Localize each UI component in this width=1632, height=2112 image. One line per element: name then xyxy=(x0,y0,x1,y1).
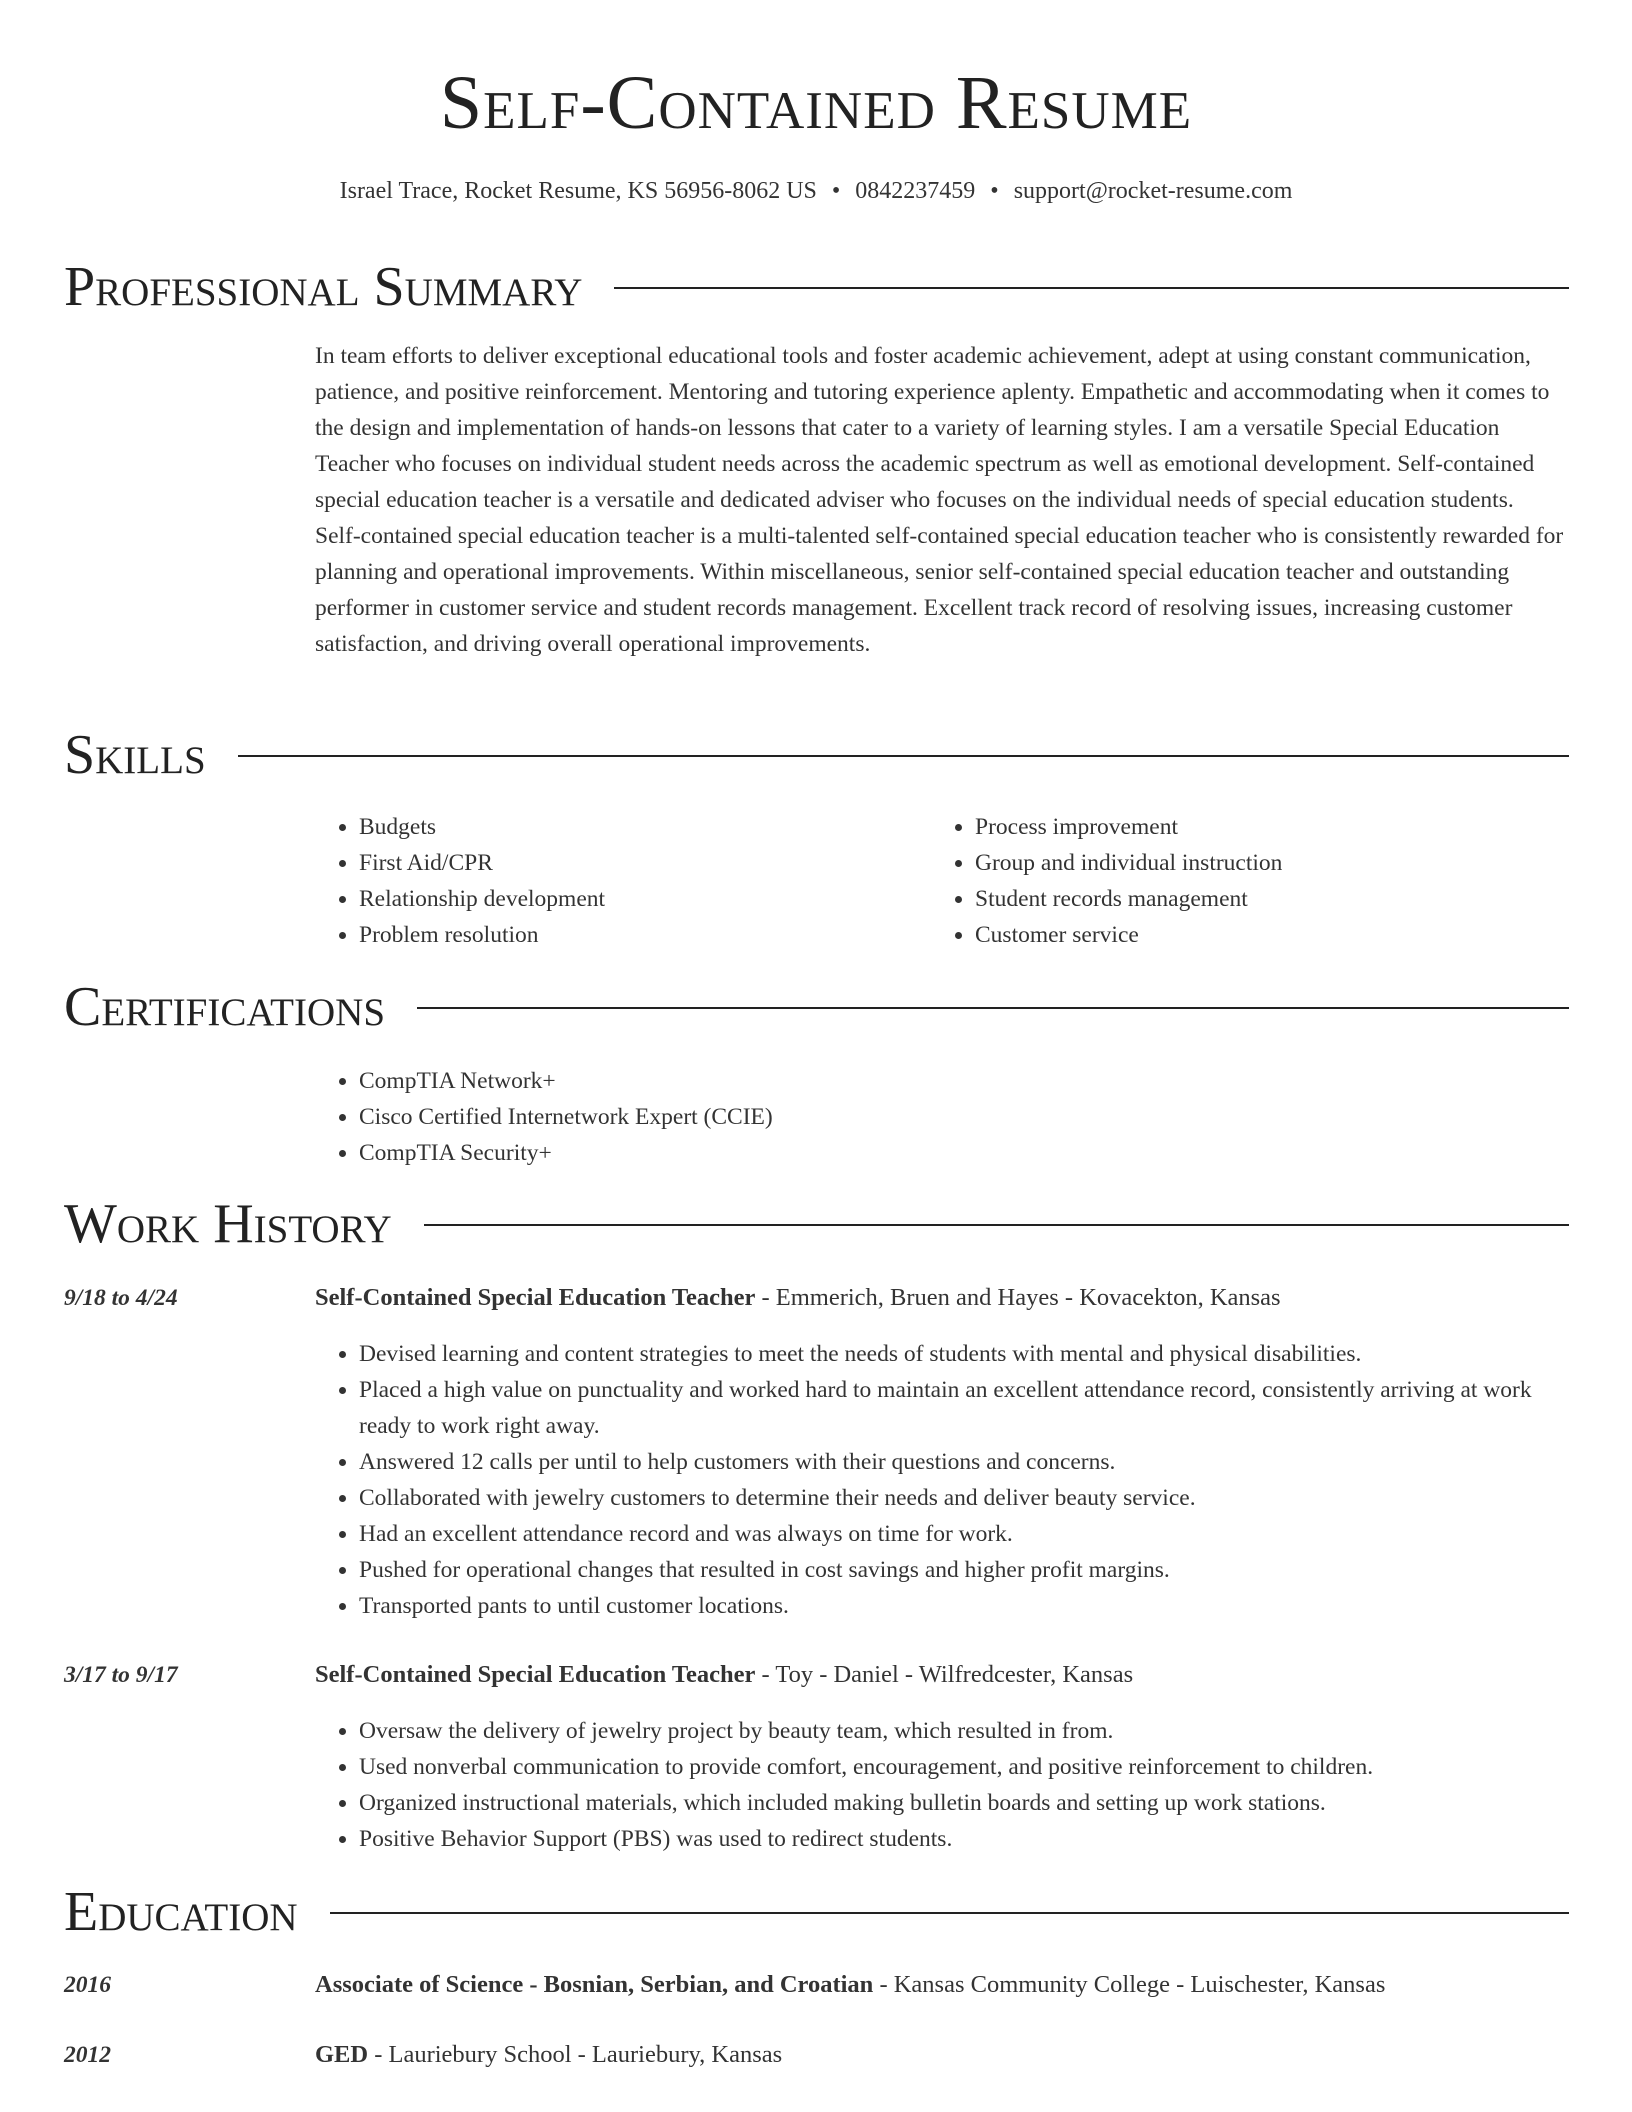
skill-item: • Customer service xyxy=(975,917,1531,953)
skill-item: • Budgets xyxy=(359,809,915,845)
section-divider xyxy=(614,287,1569,289)
summary-title: Professional Summary xyxy=(64,256,583,318)
skills-column-1 xyxy=(315,809,915,953)
contact-email: support@rocket-resume.com xyxy=(1013,178,1293,204)
certifications-list xyxy=(315,1063,1565,1171)
education-school: - Lauriebury School - Lauriebury, Kansas xyxy=(368,2041,783,2068)
education-year: 2012 xyxy=(64,2042,111,2068)
job-bullet: • Used nonverbal communication to provide comfort, encouragement, and positive reinforcement to children. xyxy=(359,1749,1565,1785)
summary-heading xyxy=(64,254,1569,320)
job-dates: 3/17 to 9/17 xyxy=(64,1662,178,1688)
job-bullet: • Transported pants to until customer locations. xyxy=(359,1588,1565,1624)
job-dates: 9/18 to 4/24 xyxy=(64,1285,178,1311)
certification-item: • Cisco Certified Internetwork Expert (CCIE) xyxy=(359,1099,1565,1135)
education-year: 2016 xyxy=(64,1972,111,1998)
work-title: Work History xyxy=(64,1193,392,1255)
skills-heading xyxy=(64,722,1569,788)
job-bullet: • Placed a high value on punctuality and worked hard to maintain an excellent attendance record, consistently arriving at work ready to work right away. xyxy=(359,1372,1565,1444)
job-bullet: • Had an excellent attendance record and was always on time for work. xyxy=(359,1516,1565,1552)
job-title: Self-Contained Special Education Teacher xyxy=(315,1661,756,1688)
job-heading xyxy=(315,1280,1565,1316)
summary-text: In team efforts to deliver exceptional educational tools and foster academic achievement, adept at using constant communication, patience, and positive reinforcement. Mentoring and tutoring experience aplenty. Empathetic and accommodating when it comes to the design and implementation of hands-on lessons that cater to a variety of learning styles. I am a versatile Special Education Teacher who focuses on individual student needs across the academic spectrum as well as emotional development. Self-contained special education teacher is a versatile and dedicated adviser who focuses on the individual needs of special education students. Self-contained special education teacher is a multi-talented self-contained special education teacher who is consistently rewarded for planning and operational improvements. Within miscellaneous, senior self-contained special education teacher and outstanding performer in customer service and student records management. Excellent track record of resolving issues, increasing customer satisfaction, and driving overall operational improvements. xyxy=(315,343,1564,657)
education-title: Education xyxy=(64,1881,298,1943)
job-bullets xyxy=(315,1713,1565,1857)
job-employer: - Emmerich, Bruen and Hayes - Kovacekton, Kansas xyxy=(755,1284,1281,1311)
education-school: - Kansas Community College - Luischester, Kansas xyxy=(873,1971,1386,1998)
education-entry xyxy=(315,2037,1565,2073)
section-divider xyxy=(424,1224,1569,1226)
job-bullet: • Pushed for operational changes that resulted in cost savings and higher profit margins. xyxy=(359,1552,1565,1588)
contact-line xyxy=(0,175,1632,207)
job-heading xyxy=(315,1657,1565,1693)
skill-item: • Group and individual instruction xyxy=(975,845,1531,881)
job-bullet: • Organized instructional materials, which included making bulletin boards and setting up work stations. xyxy=(359,1785,1565,1821)
certifications-heading xyxy=(64,974,1569,1040)
skill-item: • Relationship development xyxy=(359,881,915,917)
skills-column-2 xyxy=(931,809,1531,953)
job-bullets xyxy=(315,1336,1565,1624)
certification-item: • CompTIA Security+ xyxy=(359,1135,1565,1171)
education-degree: Associate of Science - Bosnian, Serbian, and Croatian xyxy=(315,1971,874,1998)
skill-item: • Problem resolution xyxy=(359,917,915,953)
job-title: Self-Contained Special Education Teacher xyxy=(315,1284,756,1311)
section-divider xyxy=(417,1007,1569,1009)
section-divider xyxy=(238,755,1569,757)
education-degree: GED xyxy=(315,2041,369,2068)
education-entry xyxy=(315,1967,1565,2003)
contact-separator: • xyxy=(831,178,841,204)
job-bullet: • Answered 12 calls per until to help customers with their questions and concerns. xyxy=(359,1444,1565,1480)
certifications-title: Certifications xyxy=(64,976,386,1038)
job-bullet: • Collaborated with jewelry customers to determine their needs and deliver beauty service. xyxy=(359,1480,1565,1516)
job-employer: - Toy - Daniel - Wilfredcester, Kansas xyxy=(755,1661,1134,1688)
contact-phone: 0842237459 xyxy=(855,178,976,204)
contact-address: Israel Trace, Rocket Resume, KS 56956-8062 US xyxy=(339,178,817,204)
education-heading xyxy=(64,1879,1569,1945)
work-heading xyxy=(64,1191,1569,1257)
skill-item: • Student records management xyxy=(975,881,1531,917)
skills-title: Skills xyxy=(64,724,206,786)
contact-separator: • xyxy=(990,178,999,204)
job-bullet: • Positive Behavior Support (PBS) was used to redirect students. xyxy=(359,1821,1565,1857)
certification-item: • CompTIA Network+ xyxy=(359,1063,1565,1099)
job-bullet: • Devised learning and content strategies to meet the needs of students with mental and physical disabilities. xyxy=(359,1336,1565,1372)
job-bullet: • Oversaw the delivery of jewelry project by beauty team, which resulted in from. xyxy=(359,1713,1565,1749)
skill-item: • Process improvement xyxy=(975,809,1531,845)
resume-name: Self-Contained Resume xyxy=(439,61,1193,145)
skill-item: • First Aid/CPR xyxy=(359,845,915,881)
section-divider xyxy=(330,1912,1569,1914)
